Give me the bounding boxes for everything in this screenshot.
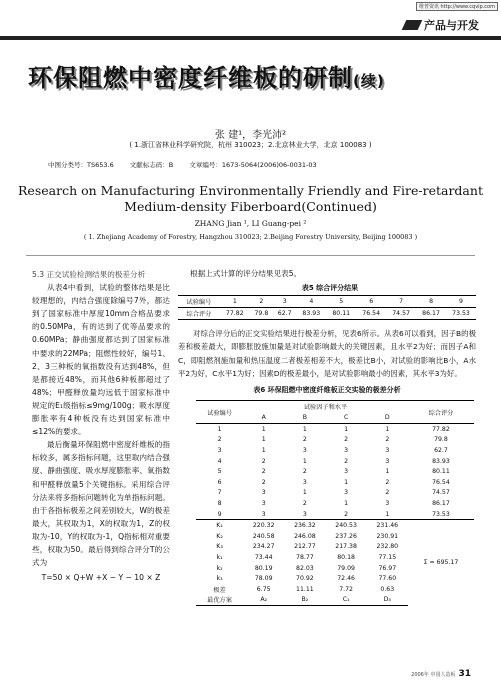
source-stamp: 维普资讯 http://www.cqvip.com [416,2,498,11]
table-cell: 76.54 [432,478,450,486]
section-logo-icon [402,20,423,30]
table-cell: 1 [302,489,307,497]
table-header-cell: 试验编号 [178,296,220,308]
table-cell: 2 [217,436,222,444]
table-cell: D₃ [367,595,408,606]
table-cell: k₃ [216,575,223,583]
table-cell: k₂ [216,564,223,572]
page-footer [411,669,471,679]
table-cell: 86.17 [432,499,450,507]
section-tag-label: 产品与开发 [424,19,479,32]
table-cell: 2 [302,499,307,507]
table-cell: 217.38 [335,543,357,551]
t6-sum-cell: Σ = 695.17 [408,520,474,606]
table-cell: 236.32 [284,520,325,531]
table5-header-row [178,296,476,308]
table-cell: 83.93 [432,457,450,465]
table-cell: 240.53 [326,520,367,531]
table-cell: 72.46 [337,575,355,583]
table-header-cell: 9 [446,296,476,308]
en-title-line: Medium-density Fiberboard(Continued) [124,199,377,214]
table-cell: 3 [385,446,390,454]
table-cell: 78.77 [296,553,314,561]
table6-title: 表6 环保阻燃中密度纤维板正交实验的极差分析 [253,386,401,394]
table-cell: 212.77 [294,543,316,551]
title-sub: (续) [353,72,385,90]
table-cell: 237.26 [335,532,357,540]
right-intro: 根据上式计算的评分结果见表5。 [190,269,302,278]
table-header-cell: B [284,412,325,424]
table-cell: 73.53 [446,308,476,320]
table-row [196,477,474,488]
table-cell: 3 [344,468,349,476]
table-cell: 77.82 [220,308,250,320]
t6-header-factor: 试验因子和水平 [243,401,408,413]
table-cell: A₂ [243,595,284,606]
table-cell: 83.93 [296,308,326,320]
score-formula: T=50 × Q+W +X − Y − 10 × Z [41,573,161,583]
table-cell: 3 [217,446,222,454]
section-heading: 5.3 正交试验检测结果的极差分析 [32,270,146,279]
table-header-cell: 1 [220,296,250,308]
t6-header-score: 综合评分 [408,401,474,424]
cn-affiliation: ( 1.浙江省林业科学研究院，杭州 310023；2.北京林业大学，北京 100083 ) [129,141,372,149]
table-row [196,466,474,477]
table-cell: 7 [217,489,222,497]
table-cell: 9 [217,510,222,518]
table-cell: 80.19 [254,564,273,572]
table-cell: 2 [344,510,349,518]
table-cell: 77.15 [378,553,397,561]
table-cell: 77.60 [378,575,397,583]
table-cell: 2 [302,436,307,444]
table-cell: 2 [385,489,390,497]
en-affiliation: ( 1. Zhejiang Academy of Forestry, Hangzhou 310023; 2.Beijing Forestry University, Beijing 100083 ) [83,233,418,241]
doc-code: 文献标志码：B [129,161,174,169]
table-header-cell: 7 [386,296,416,308]
table-cell: 3 [302,478,307,486]
table-cell: 79.09 [337,564,355,572]
table-cell: 6 [217,478,222,486]
table-cell: 80.11 [326,308,356,320]
table-row [196,424,474,435]
table-cell: 2 [344,436,349,444]
table-cell: 76.54 [356,308,386,320]
body-paragraph: 从表4中看到，试验的整体结果是比较理想的，内结合强度除编号7外，都达到了国家标准中厚度10mm合格品要求的0.50MPa，有的达到了优等品要求的0.60MPa；静曲强度都达到了国家标准中要求的22MPa；阻燃性较好，编号1、2、3三种板的氧指数没有达到48%，但是都接近48%，而其他6种板都超过了48%；甲醛释放量均远低于国家标准中规定的E₁级指标≤9mg/100g；吸水厚度膨胀率有4种板没有达到国家标准中≤12%的要求。 [32,283,170,437]
table-cell: 2 [385,478,390,486]
table-cell: 3 [302,446,307,454]
table-cell: 240.58 [252,532,275,540]
table5-score-row [178,308,476,320]
cn-authors: 张 建¹，李光沛² [214,130,287,141]
table-row [196,498,474,509]
table-cell: 2 [385,436,390,444]
table-cell: 2 [261,468,266,476]
table-cell: 3 [344,446,349,454]
table-cell: 79.8 [250,308,273,320]
table-cell: C₁ [326,595,367,606]
section-bar [0,36,501,40]
table-cell: 极差 [213,586,226,594]
table-cell: 82.03 [296,564,314,572]
table-row [196,456,474,467]
table-cell: 74.57 [432,489,450,497]
table-cell: 1 [344,478,349,486]
table-cell: K₂ [216,532,223,540]
table-cell: 3 [261,489,266,497]
table-row [196,488,474,499]
body-paragraph: 最后衡量环保阻燃中密度纤维板的指标较多，属多指标问题，这里取内结合强度、静曲强度、吸水厚度膨胀率、氧指数和甲醛释放量5个关键指标。采用综合评分法来将多指标问题转化为单指标问题。由于各指标极差之间差别较大，W的极差最大，其权取为1，X的权取为1，Z的权取为-10，Y的权取为-1，Q指标相对重要些，权取为50。最后得到综合评分T的公式为 [32,440,170,568]
table-cell: 11.11 [296,585,314,593]
table-cell: 2 [261,478,266,486]
t6-header-exp: 试验编号 [196,401,243,424]
header-divider [26,255,475,256]
table-cell: 73.53 [432,510,450,518]
table-cell: 5 [217,468,222,476]
table-cell: 1 [385,510,390,518]
table-cell: 230.91 [376,532,399,540]
table-cell: 综合评分 [178,308,220,320]
table-cell: 246.08 [294,532,316,540]
table-cell: 1 [344,499,349,507]
table-cell: 2 [302,468,307,476]
clc-number: 中图分类号：TS653.6 [48,161,114,169]
table-row [196,509,474,520]
table-cell: 3 [344,489,349,497]
table-cell: 1 [367,424,408,435]
table-cell: 3 [302,510,307,518]
table-cell: 3 [261,510,266,518]
table-cell: 1 [261,436,266,444]
table-cell: B₂ [284,595,325,606]
table-cell: 3 [261,499,266,507]
table-cell: 234.27 [252,543,275,551]
table-cell: 0.63 [380,585,395,593]
classification-line [48,160,331,169]
table-cell: 4 [217,457,222,465]
table-cell: 80.18 [337,553,355,561]
table-cell: k₁ [216,553,223,561]
table-cell: 62.7 [273,308,296,320]
table-cell: 7.72 [339,585,353,593]
article-title [28,58,385,93]
table-cell: 86.17 [416,308,446,320]
table6 [196,400,474,606]
table-row [196,520,474,531]
table-cell: 1 [261,446,266,454]
table-header-cell: D [367,412,408,424]
table-row [196,435,474,446]
table-cell: 3 [385,457,390,465]
table-cell: 70.92 [296,575,314,583]
table-cell: 1 [385,468,390,476]
table-cell: 220.32 [243,520,284,531]
en-title [0,183,501,215]
analysis-paragraph: 对综合评分后的正交实验结果进行极差分析，见表6所示。从表6可以看到，因子B的极差和极差最大，即膨胀胶施加量是对试验影响最大的关键因素，且水平2为好；而因子A和C，即阻燃剂施加量和热压温度二者极差相差不大，极差比B小，对试验的影响比B小，A水平2为好，C水平1为好；因素D的极差最小，是对试验影响最小的因素，其水平3为好。 [178,329,476,378]
table-header-cell: 8 [416,296,446,308]
table-cell: 73.44 [254,553,273,561]
table-cell: 231.46 [367,520,408,531]
left-column [32,268,170,584]
table-cell: 1 [326,424,367,435]
table-cell: K₁ [196,520,243,531]
table-cell: 1 [284,424,325,435]
table-cell: 3 [385,499,390,507]
en-authors: ZHANG Jian ¹, LI Guang-pei ² [194,219,307,228]
table-cell: 74.57 [386,308,416,320]
footer-journal: 2006年 中国人造板 [411,672,456,678]
title-main: 环保阻燃中密度纤维板的研制 [28,64,353,92]
table-cell: 1 [243,424,284,435]
table-cell: 76.97 [378,564,397,572]
table5-title: 表5 综合评分结果 [301,284,359,292]
table-header-cell: C [326,412,367,424]
table-cell: 6.75 [256,585,271,593]
table-header-cell: 3 [273,296,296,308]
table-cell: 80.11 [432,468,450,476]
table-header-cell: 5 [326,296,356,308]
table-cell: 1 [196,424,243,435]
table-header-cell: 6 [356,296,386,308]
table-row [196,445,474,456]
table-header-cell: A [243,412,284,424]
table5 [178,295,476,320]
table-cell: 2 [261,457,266,465]
table-cell: 2 [344,457,349,465]
table-header-cell: 2 [250,296,273,308]
table-cell: K₃ [216,543,223,551]
table-cell: 8 [217,499,222,507]
table-cell: 79.8 [434,436,448,444]
table-header-cell: 4 [296,296,326,308]
en-title-line: Research on Manufacturing Environmentally Friendly and Fire-retardant [18,183,483,198]
table-cell: 最优方案 [196,595,243,606]
table-cell: 62.7 [434,446,448,454]
table-cell: 77.82 [408,424,474,435]
table-cell: 1 [302,457,307,465]
table-cell: 78.09 [254,575,273,583]
page-number: 31 [458,669,471,679]
article-number: 文章编号：1673-5064(2006)06-0031-03 [189,161,317,169]
section-tag [404,17,479,33]
table-cell: 232.80 [376,543,399,551]
